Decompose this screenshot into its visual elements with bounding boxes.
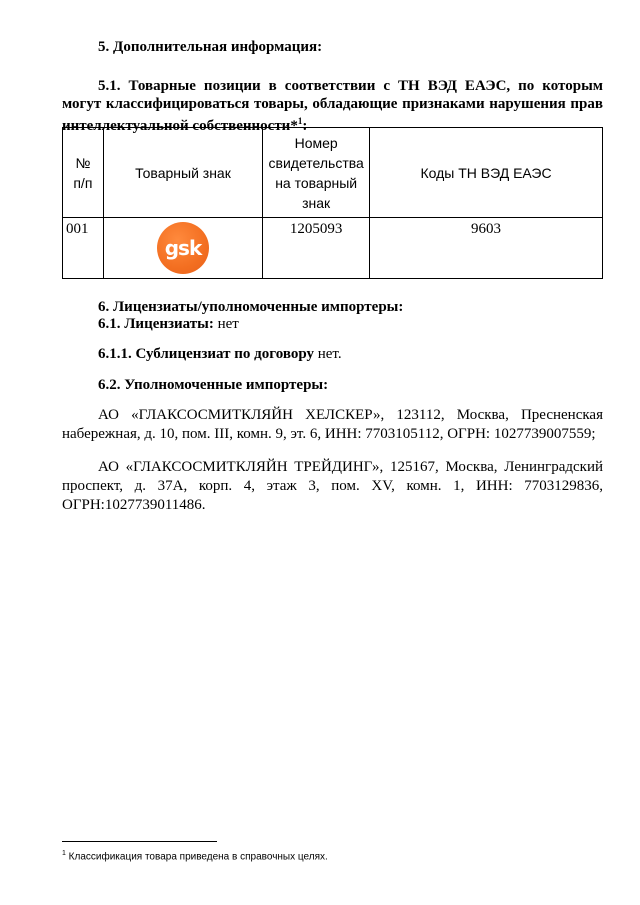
col-header-certificate-l3: на товарный [275,174,358,191]
gsk-logo: gsk [157,222,209,274]
col-header-certificate-l4: знак [302,194,331,211]
col-header-trademark: Товарный знак [103,128,262,218]
importers-title: 6.2. Уполномоченные импортеры: [98,377,329,393]
licensees-value: нет [213,316,239,332]
footnote-text: Классификация товара приведена в справочных целях. [65,851,328,863]
cell-code: 9603 [370,218,603,279]
col-header-number-l1: № [75,154,91,171]
trademark-logo-wrap [104,220,262,274]
col-header-certificate [263,128,370,218]
section-5-title: 5. Дополнительная информация: [98,39,323,55]
footnote-ref: 1 [297,116,303,126]
sublicensee-label: 6.1.1. Сублицензиат по договору [98,346,314,362]
section-5-1-title-line1: 5.1. Товарные позиции в соответствии с ТН ВЭД ЕАЭС, по которым [98,78,603,94]
importer-2-line1: АО «ГЛАКСОСМИТКЛЯЙН ТРЕЙДИНГ», 125167, Москва, Ленинградский [98,459,603,475]
footnote-mark: 1 [62,850,66,857]
section-5-1-title-line2: могут классифицироваться товары, обладающие признаками нарушения прав [62,96,603,112]
cell-certificate: 1205093 [263,218,370,279]
col-header-number [63,128,104,218]
importer-1-line1: АО «ГЛАКСОСМИТКЛЯЙН ХЕЛСКЕР», 123112, Москва, Пресненская [98,407,603,423]
footnote-divider [62,841,217,842]
trademark-table [62,127,603,279]
importer-2-line2: проспект, д. 37А, корп. 4, этаж 3, пом. XV, комн. 1, ИНН: 7703129836, [62,478,603,494]
table-header-row [63,128,603,218]
sublicensee-line [98,345,342,364]
sublicensee-value: нет. [313,346,342,362]
col-header-codes: Коды ТН ВЭД ЕАЭС [370,128,603,218]
footnote [62,850,328,862]
col-header-certificate-l1: Номер [294,134,338,151]
section-5-1-title-colon: : [302,118,308,134]
licensees-line [98,315,239,334]
importer-2-line3: ОГРН:1027739011486. [62,497,206,513]
table-row [63,218,603,279]
section-6-title: 6. Лицензиаты/уполномоченные импортеры: [98,299,404,315]
licensees-label: 6.1. Лицензиаты: [98,316,214,332]
cell-number: 001 [63,218,104,279]
section-5-1-title-text: интеллектуальной собственности* [62,118,298,134]
cell-trademark [103,218,262,279]
importer-1-line2: набережная, д. 10, пом. III, комн. 9, эт. 6, ИНН: 7703105112, ОГРН: 1027739007559; [62,426,596,442]
col-header-certificate-l2: свидетельства [268,154,364,171]
col-header-number-l2: п/п [73,174,93,191]
